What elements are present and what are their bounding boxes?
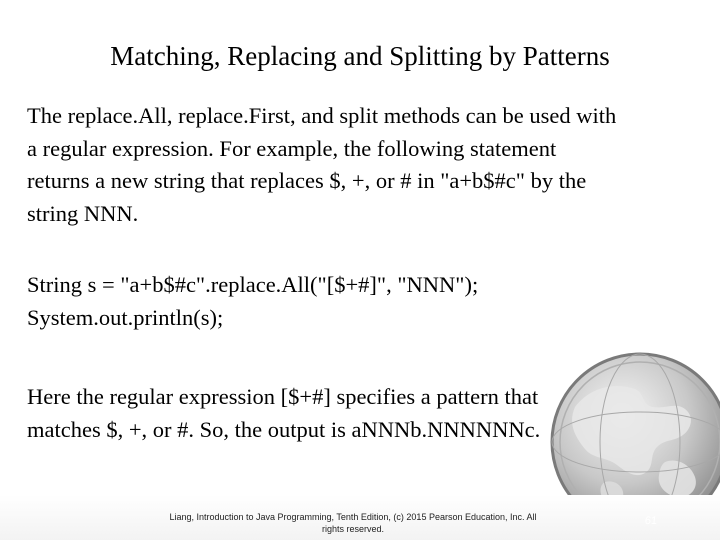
footer-credit <box>138 511 568 535</box>
code-line: System.out.println(s); <box>27 304 224 330</box>
code-line: String s = "a+b$#c".replace.All("[$+#]", "NNN"); <box>27 272 479 297</box>
body-paragraph-explanation <box>27 381 540 446</box>
body-line: Here the regular expression [$+#] specifies a pattern that <box>27 384 539 409</box>
body-line: string NNN. <box>27 200 139 226</box>
body-line: a regular expression. For example, the following statement <box>27 135 557 161</box>
slide-title: Matching, Replacing and Splitting by Patterns <box>110 41 610 71</box>
page-number: 61 <box>644 515 658 527</box>
code-example <box>27 269 478 334</box>
footer-credit-line: rights reserved. <box>321 524 385 534</box>
body-line: matches $, +, or #. So, the output is aNNNb.NNNNNNc. <box>27 416 541 442</box>
body-line: The replace.All, replace.First, and split methods can be used with <box>27 103 617 128</box>
body-line: returns a new string that replaces $, +, or # in "a+b$#c" by the <box>27 168 587 193</box>
footer-credit-line: Liang, Introduction to Java Programming, Tenth Edition, (c) 2015 Pearson Education, Inc. All <box>169 512 537 522</box>
body-paragraph-intro <box>27 100 616 230</box>
